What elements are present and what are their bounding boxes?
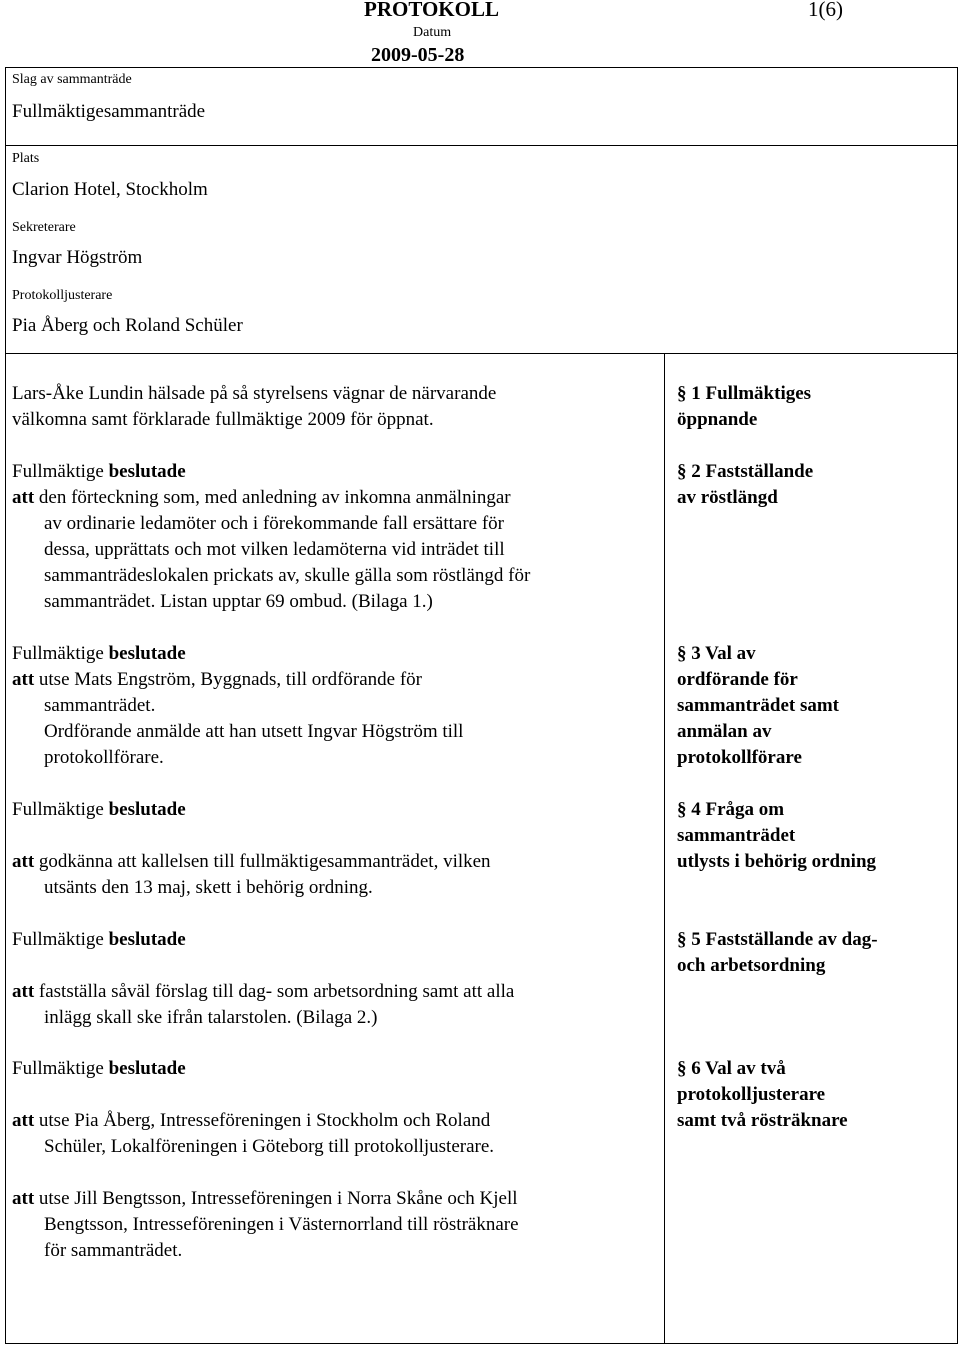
decision-6 (12, 1186, 519, 1264)
decision-heading: Fullmäktige beslutade (12, 461, 186, 482)
decision-5 (12, 1056, 494, 1160)
intro-paragraph (12, 381, 496, 433)
field-value: Clarion Hotel, Stockholm (12, 179, 208, 200)
text-line: att den förteckning som, med anledning av inkomna anmälningar (12, 487, 511, 508)
field-value: Fullmäktigesammanträde (12, 101, 206, 122)
section-heading-4: § 4 Fråga om sammanträdet utlysts i behörig ordning (677, 799, 877, 872)
text-line: sammanträdet. (44, 695, 156, 716)
divider (5, 145, 958, 146)
text-line: att godkänna att kallelsen till fullmäktigesammanträdet, vilken (12, 851, 491, 872)
text-line: dessa, upprättats och mot vilken ledamöterna vid inträdet till (44, 539, 505, 560)
section-heading-1: § 1 Fullmäktiges öppnande (677, 383, 812, 430)
section-heading-5: § 5 Fastställande av dag- och arbetsordning (677, 929, 878, 976)
decision-heading: Fullmäktige beslutade (12, 799, 186, 820)
text-line: inlägg skall ske ifrån talarstolen. (Bilaga 2.) (44, 1007, 378, 1028)
text-line: sammanträdeslokalen prickats av, skulle gälla som röstlängd för (44, 565, 531, 586)
text-line: protokollförare. (44, 747, 164, 768)
decision-4 (12, 927, 514, 1031)
page-number: 1(6) (808, 0, 843, 21)
text-line: välkomna samt förklarade fullmäktige 2009 för öppnat. (12, 409, 434, 430)
text-line: Bengtsson, Intresseföreningen i Västernorrland till rösträknare (44, 1214, 519, 1235)
section-heading-2: § 2 Fastställande av röstlängd (677, 461, 814, 508)
text-line: Ordförande anmälde att han utsett Ingvar Högström till (44, 721, 464, 742)
section-heading-3: § 3 Val av ordförande för sammanträdet samt anmälan av protokollförare (677, 643, 840, 768)
section-heading-6: § 6 Val av två protokolljusterare samt två rösträknare (677, 1058, 848, 1131)
field-label: Sekreterare (12, 220, 76, 235)
field-label: Slag av sammanträde (12, 72, 132, 87)
document-title: PROTOKOLL (364, 0, 499, 21)
text-line: Schüler, Lokalföreningen i Göteborg till protokolljusterare. (44, 1136, 495, 1157)
decision-2 (12, 641, 463, 771)
column-divider (664, 353, 665, 1344)
field-value: Pia Åberg och Roland Schüler (12, 315, 243, 336)
decision-heading: Fullmäktige beslutade (12, 1058, 186, 1079)
field-value: Ingvar Högström (12, 247, 143, 268)
date-label: Datum (413, 25, 452, 40)
decision-heading: Fullmäktige beslutade (12, 643, 186, 664)
text-line: att utse Mats Engström, Byggnads, till ordförande för (12, 669, 423, 690)
text-line: sammanträdet. Listan upptar 69 ombud. (Bilaga 1.) (44, 591, 433, 612)
field-label: Protokolljusterare (12, 288, 113, 303)
decision-heading: Fullmäktige beslutade (12, 929, 186, 950)
text-line: att fastställa såväl förslag till dag- som arbetsordning samt att alla (12, 981, 515, 1002)
field-label: Plats (12, 151, 40, 166)
text-line: att utse Pia Åberg, Intresseföreningen i Stockholm och Roland (12, 1110, 491, 1131)
text-line: att utse Jill Bengtsson, Intresseföreningen i Norra Skåne och Kjell (12, 1188, 518, 1209)
text-line: Lars-Åke Lundin hälsade på så styrelsens vägnar de närvarande (12, 383, 497, 404)
text-line: för sammanträdet. (44, 1240, 183, 1261)
text-line: av ordinarie ledamöter och i förekommande fall ersättare för (44, 513, 505, 534)
divider (5, 353, 958, 354)
decision-3 (12, 797, 491, 901)
document-date: 2009-05-28 (371, 44, 465, 66)
text-line: utsänts den 13 maj, skett i behörig ordning. (44, 877, 373, 898)
decision-1 (12, 459, 530, 615)
